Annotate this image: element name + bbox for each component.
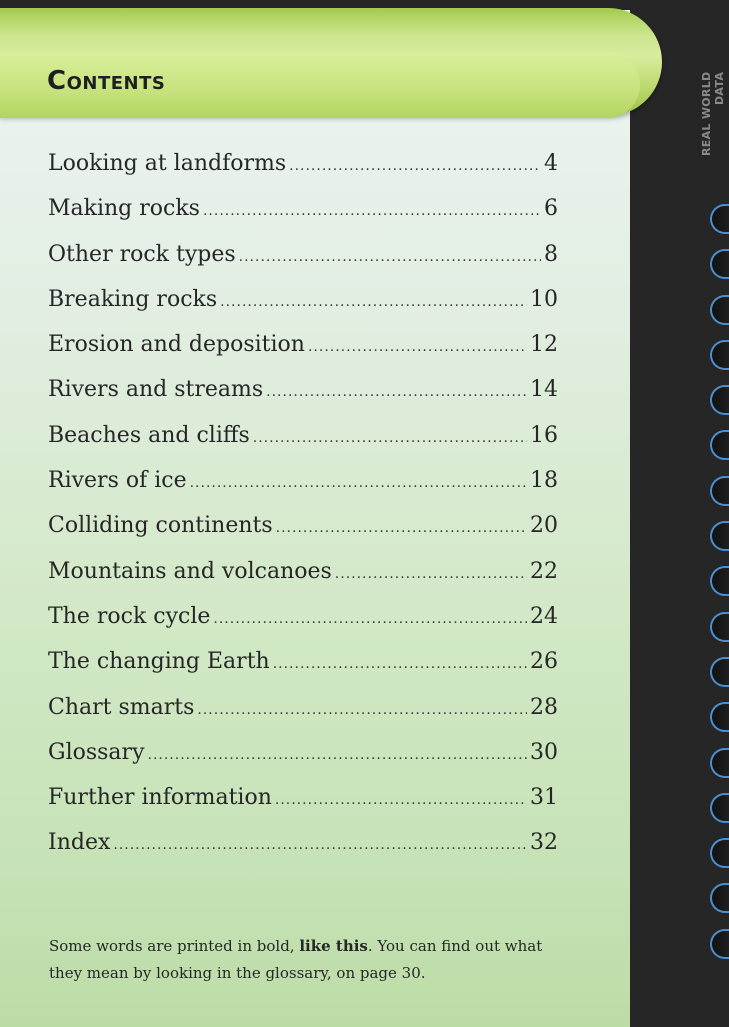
toc-entry-title: The changing Earth xyxy=(48,649,270,675)
binding-ring-icon xyxy=(710,295,729,325)
binding-ring-icon xyxy=(710,793,729,823)
toc-entry xyxy=(48,186,558,231)
binding-ring-icon xyxy=(710,612,729,642)
toc-entry xyxy=(48,141,558,186)
binding-ring-icon xyxy=(710,340,729,370)
toc-entry-title: Glossary xyxy=(48,739,145,765)
toc-dot-leader xyxy=(190,461,527,506)
side-label: REAL WORLD DATA xyxy=(700,72,726,157)
toc-entry-title: Mountains and volcanoes xyxy=(48,558,332,584)
toc-dot-leader xyxy=(308,325,527,370)
toc-entry-page-number: 32 xyxy=(530,830,558,856)
table-of-contents xyxy=(48,141,558,866)
toc-entry xyxy=(48,639,558,684)
toc-entry-title: Rivers and streams xyxy=(48,377,264,403)
toc-entry-page-number: 30 xyxy=(530,739,558,765)
toc-entry xyxy=(48,730,558,775)
toc-entry-page-number: 16 xyxy=(530,422,558,448)
toc-entry xyxy=(48,277,558,322)
toc-entry xyxy=(48,458,558,503)
toc-dot-leader xyxy=(213,597,527,642)
toc-dot-leader xyxy=(148,733,528,778)
toc-entry-title: Making rocks xyxy=(48,196,200,222)
header-banner xyxy=(0,8,662,116)
binding-ring-icon xyxy=(710,838,729,868)
toc-entry-title: Index xyxy=(48,830,111,856)
toc-entry xyxy=(48,685,558,730)
toc-entry-title: Chart smarts xyxy=(48,694,195,720)
toc-entry-page-number: 12 xyxy=(530,332,558,358)
toc-entry-title: Breaking rocks xyxy=(48,286,218,312)
toc-dot-leader xyxy=(276,506,527,551)
toc-entry-title: Rivers of ice xyxy=(48,468,187,494)
toc-entry xyxy=(48,594,558,639)
toc-entry-page-number: 22 xyxy=(530,558,558,584)
toc-entry xyxy=(48,322,558,367)
toc-dot-leader xyxy=(197,688,527,733)
toc-entry-page-number: 28 xyxy=(530,694,558,720)
toc-entry-title: Beaches and cliffs xyxy=(48,422,250,448)
toc-entry-page-number: 10 xyxy=(530,286,558,312)
toc-entry xyxy=(48,503,558,548)
binding-ring-icon xyxy=(710,430,729,460)
toc-entry-page-number: 6 xyxy=(544,196,558,222)
binding-ring-icon xyxy=(710,204,729,234)
binding-ring-icon xyxy=(710,476,729,506)
toc-entry-page-number: 26 xyxy=(530,649,558,675)
binding-ring-icon xyxy=(710,521,729,551)
toc-dot-leader xyxy=(203,189,541,234)
binding-ring-icon xyxy=(710,702,729,732)
toc-entry xyxy=(48,367,558,412)
toc-dot-leader xyxy=(220,280,527,325)
toc-dot-leader xyxy=(239,235,541,280)
toc-entry-title: Further information xyxy=(48,785,272,811)
toc-entry-page-number: 18 xyxy=(530,468,558,494)
note-text-start: Some words are printed in bold, xyxy=(49,937,300,955)
toc-dot-leader xyxy=(266,370,527,415)
note-bold-example: like this xyxy=(299,937,368,955)
toc-entry-title: Erosion and deposition xyxy=(48,332,305,358)
note-text-end: . You can find out what they mean by looking in the glossary, on page 30. xyxy=(49,937,543,982)
binding-ring-icon xyxy=(710,566,729,596)
binding-ring-icon xyxy=(710,249,729,279)
toc-entry-page-number: 31 xyxy=(530,785,558,811)
toc-dot-leader xyxy=(335,552,527,597)
toc-entry xyxy=(48,413,558,458)
toc-entry xyxy=(48,232,558,277)
toc-entry-title: Other rock types xyxy=(48,241,236,267)
toc-dot-leader xyxy=(253,416,527,461)
binding-ring-icon xyxy=(710,883,729,913)
binding-ring-icon xyxy=(710,657,729,687)
toc-entry-title: Looking at landforms xyxy=(48,151,287,176)
toc-entry-page-number: 4 xyxy=(544,151,558,176)
toc-entry-page-number: 14 xyxy=(530,377,558,403)
toc-dot-leader xyxy=(275,778,527,823)
binding-rings xyxy=(710,204,729,984)
toc-dot-leader xyxy=(289,144,541,189)
glossary-note xyxy=(49,933,569,987)
binding-ring-icon xyxy=(710,929,729,959)
toc-entry-page-number: 24 xyxy=(530,603,558,629)
toc-dot-leader xyxy=(113,823,527,868)
toc-entry-page-number: 8 xyxy=(544,241,558,267)
binding-ring-icon xyxy=(710,385,729,415)
toc-entry-title: Colliding continents xyxy=(48,513,273,539)
toc-entry xyxy=(48,549,558,594)
page-title: Contents xyxy=(47,66,166,96)
toc-entry-title: The rock cycle xyxy=(48,603,211,629)
toc-dot-leader xyxy=(273,642,527,687)
toc-entry xyxy=(48,775,558,820)
toc-entry-page-number: 20 xyxy=(530,513,558,539)
toc-entry xyxy=(48,820,558,865)
binding-ring-icon xyxy=(710,748,729,778)
